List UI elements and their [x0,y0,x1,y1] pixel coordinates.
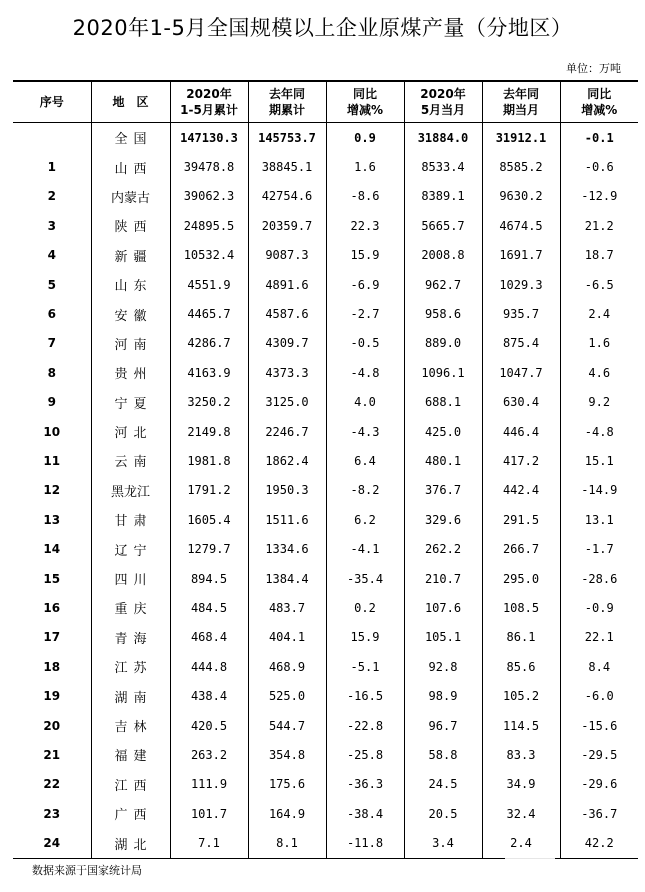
may-yoy-value: -29.6 [560,770,638,799]
may-2020-value: 105.1 [404,623,482,652]
row-index: 4 [47,248,56,263]
may-2020-value: 107.6 [404,593,482,622]
cum-2020-value: 4286.7 [170,329,248,358]
header-cum-yoy-line: 同比 [352,87,377,101]
may-2020-value: 98.9 [404,681,482,710]
table-row [13,593,638,622]
header-index [13,81,91,123]
cum-prev-value: 1384.4 [248,564,326,593]
may-prev-value: 295.0 [482,564,560,593]
region-name: 河南 [91,329,170,358]
may-prev-value: 86.1 [482,623,560,652]
cum-yoy-value: 4.0 [326,388,404,417]
cum-prev-value: 8.1 [248,828,326,858]
may-yoy-value: -1.7 [560,534,638,563]
header-cum-yoy-line: 增减% [346,103,384,117]
cum-yoy-value: -35.4 [326,564,404,593]
cum-yoy-value: 6.4 [326,446,404,475]
table-row [13,182,638,211]
cum-prev-value: 354.8 [248,740,326,769]
coal-production-table [13,80,638,859]
may-prev-value: 935.7 [482,299,560,328]
region-name: 贵州 [91,358,170,387]
region-name: 广西 [91,799,170,828]
table-row [13,534,638,563]
row-index: 8 [47,365,56,380]
may-prev-value: 32.4 [482,799,560,828]
header-may-yoy-line: 增减% [581,103,618,117]
table-row [13,299,638,328]
region-name: 江苏 [91,652,170,681]
header-cum-prev-line: 去年同 [268,87,305,101]
row-index: 20 [43,718,61,733]
may-prev-value: 1691.7 [482,241,560,270]
header-region [91,81,170,123]
table-row [13,152,638,181]
cum-prev-value: 145753.7 [248,123,326,153]
may-yoy-value: 8.4 [560,652,638,681]
table-row [13,446,638,475]
may-prev-value: 875.4 [482,329,560,358]
region-name: 青海 [91,623,170,652]
cum-yoy-value: 22.3 [326,211,404,240]
may-prev-value: 83.3 [482,740,560,769]
may-2020-value: 210.7 [404,564,482,593]
cum-yoy-value: 0.2 [326,593,404,622]
region-name: 陕西 [91,211,170,240]
row-index: 5 [47,277,56,292]
cum-yoy-value: -22.8 [326,711,404,740]
row-index: 23 [43,806,61,821]
region-name: 江西 [91,770,170,799]
cum-yoy-value: -4.3 [326,417,404,446]
region-name: 重庆 [91,593,170,622]
region-name: 四川 [91,564,170,593]
region-name: 内蒙古 [91,182,170,211]
may-prev-value: 417.2 [482,446,560,475]
cum-prev-value: 525.0 [248,681,326,710]
cum-yoy-value: -11.8 [326,828,404,858]
cum-prev-value: 20359.7 [248,211,326,240]
cum-2020-value: 10532.4 [170,241,248,270]
may-yoy-value: 15.1 [560,446,638,475]
cum-yoy-value: -8.6 [326,182,404,211]
may-yoy-value: -29.5 [560,740,638,769]
watermark [505,852,555,866]
may-prev-value: 31912.1 [482,123,560,153]
may-2020-value: 958.6 [404,299,482,328]
cum-prev-value: 4891.6 [248,270,326,299]
cum-2020-value: 39478.8 [170,152,248,181]
header-may-yoy-line: 同比 [587,87,612,101]
header-cum-prev [248,81,326,123]
table-row [13,652,638,681]
may-2020-value: 376.7 [404,476,482,505]
may-prev-value: 114.5 [482,711,560,740]
may-yoy-value: -28.6 [560,564,638,593]
may-yoy-value: 9.2 [560,388,638,417]
row-index: 11 [43,453,61,468]
may-yoy-value: 21.2 [560,211,638,240]
may-prev-value: 291.5 [482,505,560,534]
may-yoy-value: -12.9 [560,182,638,211]
may-prev-value: 8585.2 [482,152,560,181]
cum-2020-value: 39062.3 [170,182,248,211]
may-prev-value: 1029.3 [482,270,560,299]
header-cum-prev-line: 期累计 [268,103,305,117]
table-header-row [13,81,638,123]
cum-prev-value: 3125.0 [248,388,326,417]
row-index: 9 [47,395,56,410]
row-index: 16 [43,600,61,615]
region-name: 福建 [91,740,170,769]
cum-prev-value: 544.7 [248,711,326,740]
table-row-national-total [13,123,638,153]
may-prev-value: 34.9 [482,770,560,799]
cum-2020-value: 4551.9 [170,270,248,299]
row-index: 6 [47,307,56,322]
may-prev-value: 9630.2 [482,182,560,211]
may-prev-value: 266.7 [482,534,560,563]
cum-2020-value: 1605.4 [170,505,248,534]
may-2020-value: 96.7 [404,711,482,740]
region-name: 新疆 [91,241,170,270]
cum-prev-value: 9087.3 [248,241,326,270]
row-index: 19 [43,689,61,704]
cum-prev-value: 164.9 [248,799,326,828]
table-row [13,740,638,769]
header-index-line: 序号 [39,95,64,109]
row-index: 7 [47,336,56,351]
may-prev-value: 108.5 [482,593,560,622]
may-yoy-value: -0.9 [560,593,638,622]
may-prev-value: 85.6 [482,652,560,681]
cum-2020-value: 444.8 [170,652,248,681]
may-yoy-value: 2.4 [560,299,638,328]
header-may-2020-line: 2020年 [420,87,466,101]
header-region-line: 地 区 [112,95,149,109]
region-name: 辽宁 [91,534,170,563]
table-row [13,211,638,240]
cum-yoy-value: 15.9 [326,623,404,652]
cum-2020-value: 3250.2 [170,388,248,417]
table-row [13,681,638,710]
row-index: 21 [43,747,61,762]
header-may-2020-line: 5月当月 [420,103,466,117]
region-name: 宁夏 [91,388,170,417]
cum-yoy-value: -2.7 [326,299,404,328]
cum-prev-value: 1334.6 [248,534,326,563]
header-may-prev-line: 期当月 [502,103,539,117]
cum-yoy-value: -16.5 [326,681,404,710]
may-prev-value: 630.4 [482,388,560,417]
cum-yoy-value: -5.1 [326,652,404,681]
may-yoy-value: -0.6 [560,152,638,181]
may-yoy-value: 18.7 [560,241,638,270]
may-prev-value: 442.4 [482,476,560,505]
table-row [13,799,638,828]
may-yoy-value: -4.8 [560,417,638,446]
cum-2020-value: 1791.2 [170,476,248,505]
may-prev-value: 4674.5 [482,211,560,240]
may-2020-value: 889.0 [404,329,482,358]
may-2020-value: 31884.0 [404,123,482,153]
cum-2020-value: 420.5 [170,711,248,740]
cum-2020-value: 24895.5 [170,211,248,240]
row-index: 18 [43,659,61,674]
cum-2020-value: 147130.3 [170,123,248,153]
row-index: 12 [43,483,61,498]
cum-2020-value: 484.5 [170,593,248,622]
cum-yoy-value: -38.4 [326,799,404,828]
may-yoy-value: 42.2 [560,828,638,858]
table-row [13,270,638,299]
may-yoy-value: -14.9 [560,476,638,505]
row-index: 15 [43,571,61,586]
cum-2020-value: 4163.9 [170,358,248,387]
may-prev-value: 2.4 [482,828,560,858]
cum-yoy-value: -6.9 [326,270,404,299]
header-may-2020 [404,81,482,123]
cum-yoy-value: -4.8 [326,358,404,387]
may-yoy-value: -6.5 [560,270,638,299]
table-row [13,476,638,505]
may-prev-value: 1047.7 [482,358,560,387]
may-2020-value: 1096.1 [404,358,482,387]
table-row [13,505,638,534]
row-index: 17 [43,630,61,645]
table-row [13,417,638,446]
may-2020-value: 8533.4 [404,152,482,181]
row-index [13,123,91,153]
table-body [13,123,638,859]
region-name: 湖北 [91,828,170,858]
cum-prev-value: 175.6 [248,770,326,799]
may-2020-value: 2008.8 [404,241,482,270]
cum-yoy-value: 15.9 [326,241,404,270]
region-name: 山东 [91,270,170,299]
cum-2020-value: 263.2 [170,740,248,769]
cum-prev-value: 1511.6 [248,505,326,534]
cum-prev-value: 42754.6 [248,182,326,211]
may-2020-value: 329.6 [404,505,482,534]
header-cum-yoy [326,81,404,123]
row-index: 3 [47,218,56,233]
cum-2020-value: 1279.7 [170,534,248,563]
region-name: 安徽 [91,299,170,328]
header-may-prev-line: 去年同 [502,87,539,101]
may-yoy-value: -36.7 [560,799,638,828]
row-index: 1 [47,160,56,175]
cum-prev-value: 1950.3 [248,476,326,505]
cum-2020-value: 468.4 [170,623,248,652]
region-name: 全国 [91,123,170,153]
cum-prev-value: 4587.6 [248,299,326,328]
cum-2020-value: 894.5 [170,564,248,593]
page-title: 2020年1-5月全国规模以上企业原煤产量（分地区） [72,16,573,40]
cum-yoy-value: -25.8 [326,740,404,769]
cum-yoy-value: 6.2 [326,505,404,534]
cum-yoy-value: 1.6 [326,152,404,181]
may-yoy-value: 13.1 [560,505,638,534]
header-cum-2020 [170,81,248,123]
may-2020-value: 20.5 [404,799,482,828]
row-index: 24 [13,828,91,858]
may-yoy-value: 1.6 [560,329,638,358]
cum-prev-value: 1862.4 [248,446,326,475]
cum-2020-value: 101.7 [170,799,248,828]
cum-yoy-value: -0.5 [326,329,404,358]
region-name: 黑龙江 [91,476,170,505]
cum-yoy-value: -4.1 [326,534,404,563]
cum-2020-value: 111.9 [170,770,248,799]
table-row [13,564,638,593]
region-name: 云南 [91,446,170,475]
region-name: 湖南 [91,681,170,710]
may-2020-value: 262.2 [404,534,482,563]
may-yoy-value: -0.1 [560,123,638,153]
region-name: 甘肃 [91,505,170,534]
cum-prev-value: 4309.7 [248,329,326,358]
cum-2020-value: 438.4 [170,681,248,710]
may-2020-value: 92.8 [404,652,482,681]
cum-prev-value: 468.9 [248,652,326,681]
unit-label: 单位：万吨 [566,62,621,75]
may-2020-value: 3.4 [404,828,482,858]
may-2020-value: 24.5 [404,770,482,799]
region-name: 河北 [91,417,170,446]
row-index: 10 [43,424,61,439]
cum-prev-value: 38845.1 [248,152,326,181]
cum-prev-value: 4373.3 [248,358,326,387]
cum-yoy-value: 0.9 [326,123,404,153]
may-yoy-value: 22.1 [560,623,638,652]
table-row [13,770,638,799]
cum-prev-value: 2246.7 [248,417,326,446]
header-may-prev [482,81,560,123]
may-prev-value: 446.4 [482,417,560,446]
table-row [13,623,638,652]
row-index: 14 [43,542,61,557]
may-yoy-value: -6.0 [560,681,638,710]
header-may-yoy [560,81,638,123]
may-2020-value: 8389.1 [404,182,482,211]
cum-2020-value: 1981.8 [170,446,248,475]
cum-yoy-value: -8.2 [326,476,404,505]
may-prev-value: 105.2 [482,681,560,710]
cum-yoy-value: -36.3 [326,770,404,799]
row-index: 13 [43,512,61,527]
header-cum-2020-line: 2020年 [186,87,232,101]
may-yoy-value: -15.6 [560,711,638,740]
may-yoy-value: 4.6 [560,358,638,387]
data-source-note: 数据来源于国家统计局 [32,864,142,877]
may-2020-value: 688.1 [404,388,482,417]
table-row [13,358,638,387]
header-cum-2020-line: 1-5月累计 [180,103,238,117]
cum-prev-value: 404.1 [248,623,326,652]
row-index: 22 [43,777,61,792]
table-row [13,711,638,740]
table-row [13,388,638,417]
may-2020-value: 425.0 [404,417,482,446]
cum-2020-value: 4465.7 [170,299,248,328]
region-name: 山西 [91,152,170,181]
may-2020-value: 480.1 [404,446,482,475]
table-row [13,329,638,358]
cum-prev-value: 483.7 [248,593,326,622]
region-name: 吉林 [91,711,170,740]
may-2020-value: 5665.7 [404,211,482,240]
row-index: 2 [47,189,56,204]
cum-2020-value: 7.1 [170,828,248,858]
table-row [13,241,638,270]
cum-2020-value: 2149.8 [170,417,248,446]
may-2020-value: 962.7 [404,270,482,299]
may-2020-value: 58.8 [404,740,482,769]
